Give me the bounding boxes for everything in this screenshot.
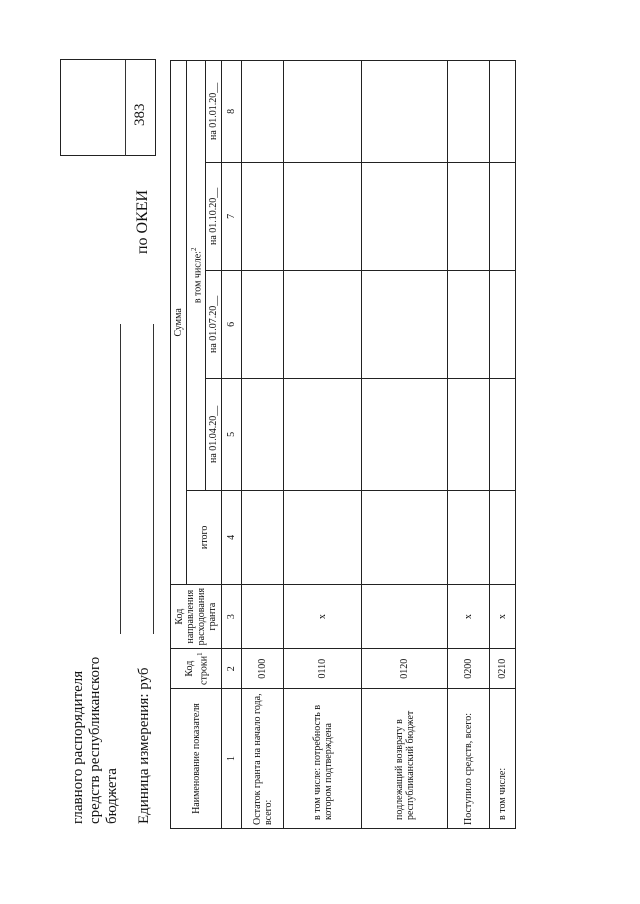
col-number-6: 6	[222, 270, 242, 378]
grant-table	[170, 60, 516, 829]
table-row	[242, 60, 284, 828]
col-number-8: 8	[222, 60, 242, 162]
period-4: на 01.01.20__	[206, 60, 222, 162]
col-number-1: 1	[222, 689, 242, 829]
table-row	[362, 60, 448, 828]
row-name: в том числе:	[490, 689, 516, 829]
row-name: в том числе: потребность в котором подтверждена	[284, 689, 362, 829]
row-code: 0100	[242, 649, 284, 689]
okei-value: 383	[132, 103, 148, 126]
period-1: на 01.04.20__	[206, 378, 222, 490]
org-line-1: главного распорядителя	[70, 670, 86, 824]
period-2: на 01.07.20__	[206, 270, 222, 378]
header-total: итого	[187, 490, 222, 584]
row-code: 0200	[448, 649, 490, 689]
col-number-4: 4	[222, 490, 242, 584]
unit-underline	[153, 324, 154, 634]
org-line-3: бюджета	[104, 768, 120, 824]
org-underline	[120, 324, 121, 634]
row-direction: x	[490, 584, 516, 649]
period-3: на 01.10.20__	[206, 162, 222, 270]
row-direction	[362, 584, 448, 649]
row-direction: x	[284, 584, 362, 649]
row-name: Поступило средств, всего:	[448, 689, 490, 829]
row-name: подлежащий возврату в республиканский бюджет	[362, 689, 448, 829]
table-row	[284, 60, 362, 828]
header-code: Код строки$^1$	[171, 649, 222, 689]
col-number-3: 3	[222, 584, 242, 649]
row-code: 0110	[284, 649, 362, 689]
okei-label: по ОКЕИ	[134, 189, 151, 254]
table-row	[448, 60, 490, 828]
header-sum: Сумма	[171, 60, 187, 584]
unit-label: Единица измерения: руб	[136, 667, 152, 824]
col-number-7: 7	[222, 162, 242, 270]
org-line-2: средств республиканского	[87, 656, 103, 824]
header-including: в том числе:$^2$	[187, 60, 206, 490]
row-name: Остаток гранта на начало года, всего:	[242, 689, 284, 829]
col-number-2: 2	[222, 649, 242, 689]
row-direction	[242, 584, 284, 649]
row-code: 0210	[490, 649, 516, 689]
row-code: 0120	[362, 649, 448, 689]
okei-divider	[125, 60, 126, 156]
table-row	[490, 60, 516, 828]
row-direction: x	[448, 584, 490, 649]
header-direction: Код направления расходования гранта	[171, 584, 222, 649]
col-number-5: 5	[222, 378, 242, 490]
header-name: Наименование показателя	[171, 689, 222, 829]
